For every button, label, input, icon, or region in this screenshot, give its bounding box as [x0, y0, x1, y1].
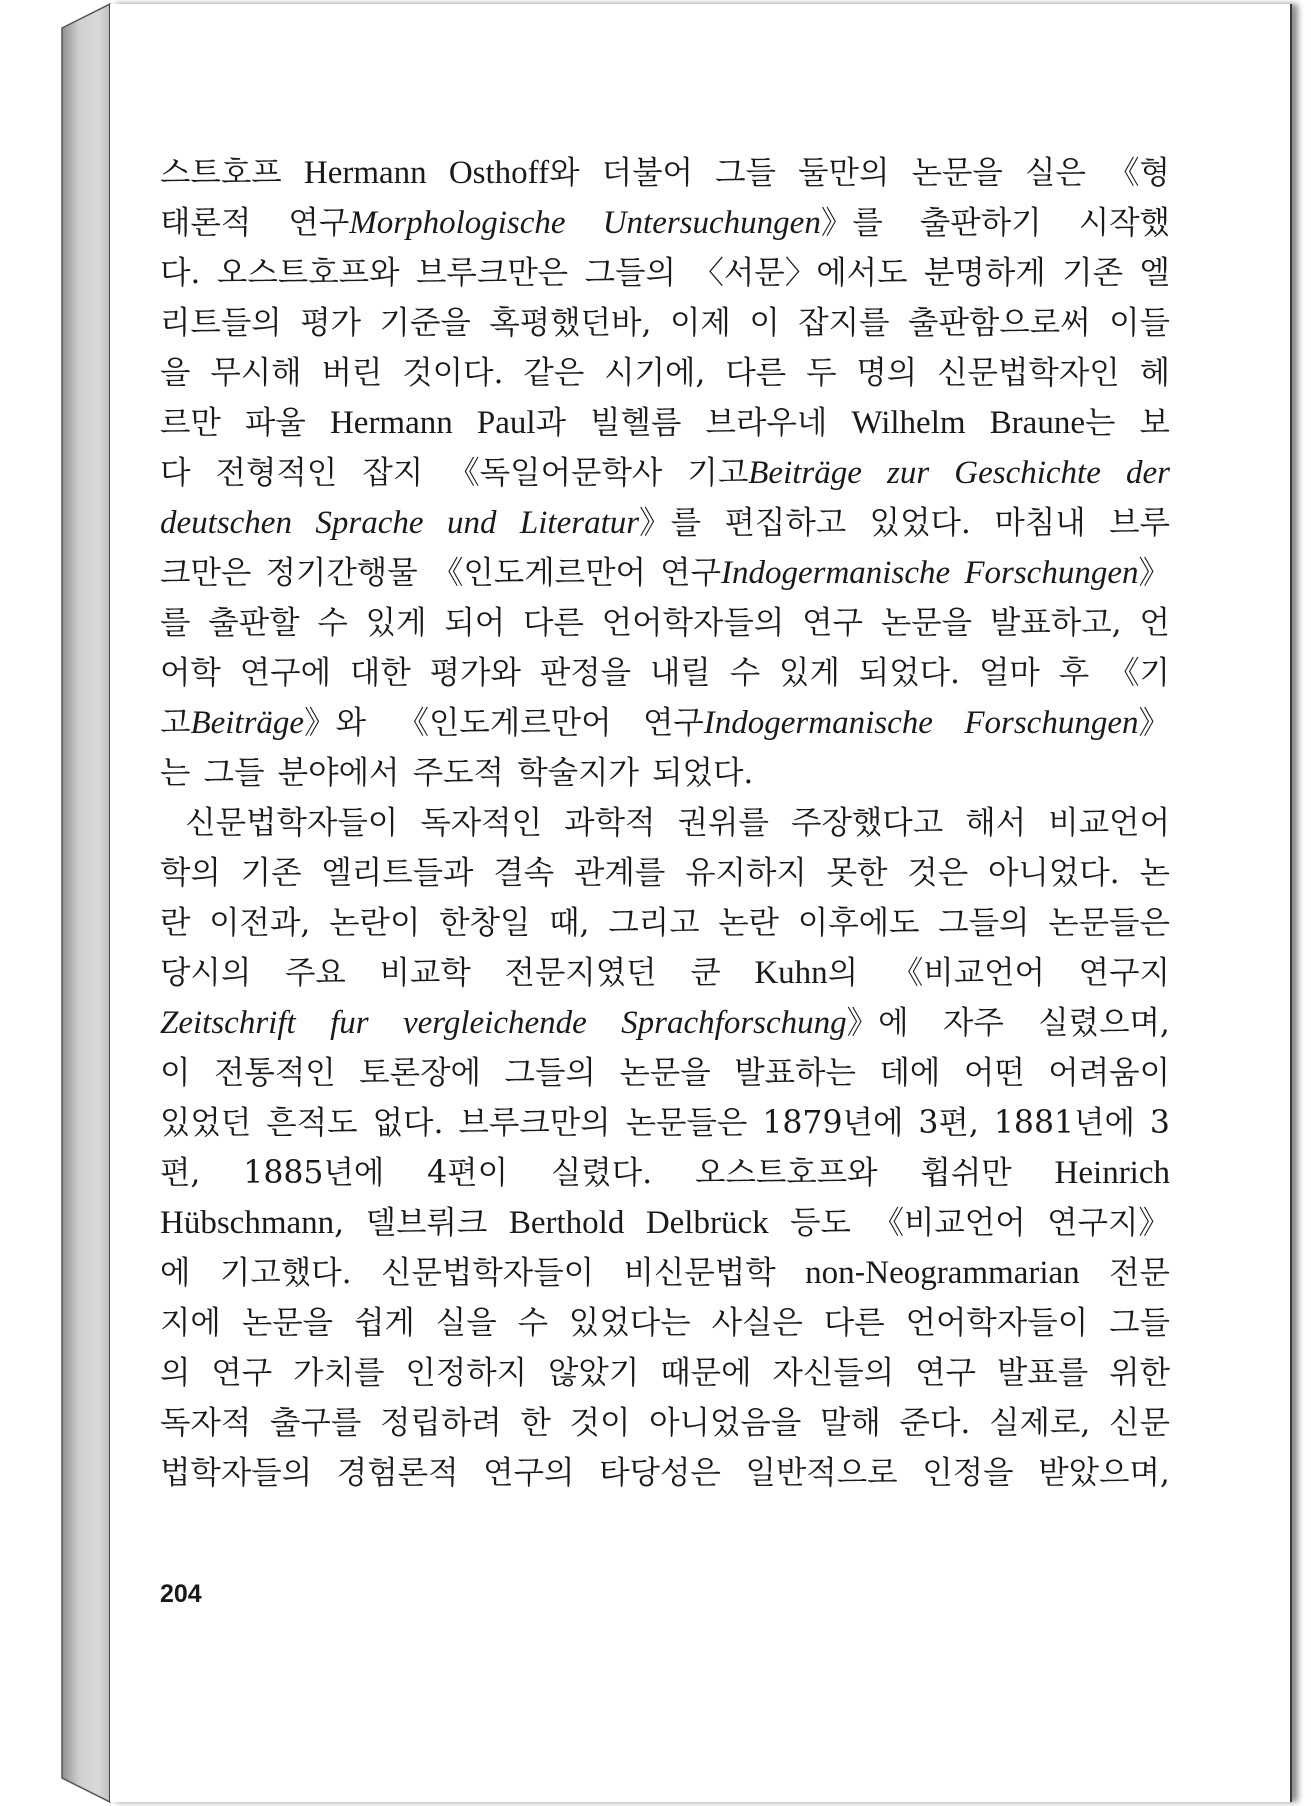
word: 파울	[244, 405, 306, 441]
word: vergleichende	[402, 1005, 587, 1041]
word: Kuhn의	[754, 955, 859, 991]
word: 있게	[779, 655, 840, 691]
text-line	[160, 998, 1170, 1048]
word: 지에	[160, 1305, 221, 1341]
word: 《독일어문학사	[448, 455, 663, 491]
word: 을	[160, 355, 191, 391]
word: 《기	[1108, 655, 1170, 691]
word: 경험론적	[336, 1455, 459, 1491]
word: 리트들의	[160, 305, 282, 341]
text-line	[160, 498, 1170, 548]
word: 타당성은	[599, 1455, 721, 1491]
word: Braune는	[989, 405, 1116, 441]
word: 연구	[915, 1355, 976, 1391]
word: 다른	[725, 355, 787, 391]
word: 쉽게	[354, 1305, 415, 1341]
word: 수	[517, 1305, 548, 1341]
word: 편집하고	[724, 505, 847, 541]
word: 이	[749, 305, 780, 341]
word: 더불어	[601, 155, 693, 191]
word: 판정을	[539, 655, 632, 691]
word: 해서	[965, 805, 1027, 841]
word: 대한	[349, 655, 411, 691]
text-line	[160, 548, 1170, 598]
word: 유지하지	[685, 855, 807, 891]
word: 신문법학자인	[937, 355, 1120, 391]
text-line	[160, 948, 1170, 998]
text-line	[160, 748, 1170, 798]
word: 어려움이	[1048, 1055, 1170, 1091]
word: 명의	[856, 355, 918, 391]
word: 비교학	[379, 955, 471, 991]
word: 에	[160, 1255, 191, 1291]
text-line	[160, 298, 1170, 348]
word: 크만은	[160, 555, 252, 591]
word: 의	[160, 1355, 191, 1391]
word: 기존	[240, 855, 302, 891]
word: Sprachforschung》에	[621, 1005, 909, 1041]
word: 신문법학자들이	[381, 1255, 595, 1291]
word: 되었다.	[858, 655, 961, 691]
word: 연구지》	[1047, 1205, 1170, 1241]
word: 받았으며,	[1038, 1455, 1170, 1491]
word: non-Neogrammarian	[805, 1255, 1080, 1291]
word: 그들의	[938, 905, 1030, 941]
word: 내릴	[649, 655, 711, 691]
word: 관계를	[573, 855, 666, 891]
page-number: 204	[160, 1580, 202, 1608]
word: 말해	[819, 1405, 881, 1441]
word: 엘리트들과	[321, 855, 474, 891]
word: Literatur》를	[519, 505, 702, 541]
text-line	[160, 448, 1170, 498]
text-line	[160, 198, 1170, 248]
word: 이전과,	[209, 905, 311, 941]
word: 이제	[669, 305, 731, 341]
word: 마침내	[994, 505, 1086, 541]
word: 같은	[523, 355, 585, 391]
word: 전형적인	[215, 455, 338, 491]
word: Paul과	[476, 405, 566, 441]
word: 헤	[1139, 355, 1170, 391]
text-line	[160, 1198, 1170, 1248]
word: 학의	[160, 855, 221, 891]
word: 정립하려	[380, 1405, 502, 1441]
word: 《인도게르만어	[397, 705, 612, 741]
word: 어떤	[963, 1055, 1025, 1091]
word: 두	[806, 355, 837, 391]
word: 3	[1149, 1105, 1170, 1141]
word: 브라우네	[705, 405, 828, 441]
word: 란	[160, 905, 191, 941]
word: 혹평했던바,	[489, 305, 652, 341]
word: 평가와	[429, 655, 521, 691]
text-line	[160, 398, 1170, 448]
word: 비신문법학	[623, 1255, 776, 1291]
word: 시작했	[1078, 205, 1170, 241]
word: 이후에도	[797, 905, 920, 941]
word: 출판함으로써	[908, 305, 1091, 341]
word: 학술지가	[517, 755, 639, 791]
word: 다른	[523, 605, 584, 641]
word: 전문지였던	[504, 955, 657, 991]
word: 사실은	[711, 1305, 803, 1341]
word: 다른	[823, 1305, 885, 1341]
word: 언어학자들이	[905, 1305, 1089, 1341]
word: 무시해	[210, 355, 302, 391]
word: 언	[1139, 605, 1170, 641]
word: 버린	[321, 355, 383, 391]
word: 휩쉬만	[920, 1155, 1012, 1191]
text-line	[160, 698, 1170, 748]
word: 1881년에	[993, 1105, 1135, 1141]
word: 정기간행물	[265, 555, 418, 591]
word: 것은	[907, 855, 969, 891]
word: 일반적으로	[745, 1455, 898, 1491]
text-line	[160, 348, 1170, 398]
word: 발표하는	[734, 1055, 856, 1091]
word: Forschungen》	[964, 705, 1170, 741]
body-text	[160, 148, 1170, 1498]
word: 보	[1139, 405, 1170, 441]
word: 당시의	[160, 955, 252, 991]
word: 독자적	[160, 1405, 252, 1441]
word: 기존	[1062, 255, 1124, 291]
word: 준다.	[899, 1405, 971, 1441]
word: 이	[160, 1055, 191, 1091]
word: 비교언어	[1048, 805, 1170, 841]
text-line	[160, 1248, 1170, 1298]
text-line	[160, 798, 1170, 848]
word: 실렸으며,	[1038, 1005, 1170, 1041]
word: 논	[1139, 855, 1170, 891]
word: 출판할	[208, 605, 300, 641]
word: 전문	[1109, 1255, 1170, 1291]
text-line	[160, 848, 1170, 898]
word: 연구Indogermanische	[660, 555, 951, 591]
word: 흔적도	[266, 1105, 358, 1141]
word: 4편이	[427, 1155, 509, 1191]
word: 연구지	[1078, 955, 1170, 991]
word: 《비교언어	[872, 1205, 1026, 1241]
word: 그리고	[608, 905, 700, 941]
text-line	[160, 1348, 1170, 1398]
text-line	[160, 148, 1170, 198]
word: 위한	[1109, 1355, 1170, 1391]
book-spine-shape	[0, 0, 112, 1806]
word: 기준을	[379, 305, 471, 341]
word: Forschungen》	[964, 555, 1170, 591]
word: 주요	[284, 955, 346, 991]
word: 를	[160, 605, 191, 641]
word: 과학적	[564, 805, 656, 841]
word: 신문법학자들이	[185, 805, 399, 841]
word: 편,	[160, 1155, 201, 1191]
word: 오스트호프와	[695, 1155, 878, 1191]
word: 실제로,	[989, 1405, 1091, 1441]
word: 후	[1058, 655, 1090, 691]
word: 연구Indogermanische	[642, 705, 933, 741]
word: 그들	[203, 755, 265, 791]
word: 브루	[1109, 505, 1170, 541]
word: 인정하지	[405, 1355, 528, 1391]
word: 있었다는	[568, 1305, 691, 1341]
word: 《비교언어	[891, 955, 1045, 991]
word: 신문	[1109, 1405, 1170, 1441]
word: 논문들은	[1048, 905, 1170, 941]
word: 기고Beiträge	[687, 455, 862, 491]
word: 논란이	[329, 905, 421, 941]
text-line	[160, 1298, 1170, 1348]
word: 연구의	[483, 1455, 575, 1491]
word: 발표하고,	[989, 605, 1122, 641]
word: 스트호프	[160, 155, 282, 191]
word: 때,	[549, 905, 590, 941]
word: 연구	[802, 605, 863, 641]
word: der	[1125, 455, 1170, 491]
word: 않았기	[548, 1355, 640, 1391]
word: 수	[729, 655, 761, 691]
word: 되었다.	[652, 755, 754, 791]
word: 브루크만의	[458, 1105, 611, 1141]
word: 권위를	[677, 805, 769, 841]
word: 아니었음을	[649, 1405, 802, 1441]
word: 것이다.	[402, 355, 504, 391]
word: 발표를	[996, 1355, 1089, 1391]
word: 빌헬름	[590, 405, 682, 441]
word: 주장했다고	[791, 805, 944, 841]
word: 있었다.	[869, 505, 971, 541]
word: 논문을	[619, 1055, 711, 1091]
word: 주도적	[412, 755, 504, 791]
text-line	[160, 648, 1170, 698]
word: 가치를	[293, 1355, 385, 1391]
word: 《인도게르만어	[431, 555, 646, 591]
text-line	[160, 1048, 1170, 1098]
word: 엘	[1139, 255, 1170, 291]
text-line	[160, 248, 1170, 298]
word: 델브뤼크	[365, 1205, 488, 1241]
word: 오스트호프와	[216, 255, 400, 291]
word: fur	[330, 1005, 369, 1041]
word: 언어학자들의	[601, 605, 785, 641]
word: Delbrück	[645, 1205, 769, 1241]
word: 아니었다.	[987, 855, 1120, 891]
word: 《형	[1108, 155, 1170, 191]
word: 한창일	[439, 905, 531, 941]
word: 등도	[790, 1205, 851, 1241]
word: 못한	[826, 855, 888, 891]
word: Hübschmann,	[160, 1205, 345, 1241]
word: 그들	[1109, 1305, 1170, 1341]
word: 어학	[160, 655, 221, 691]
word: 기고했다.	[219, 1255, 352, 1291]
word: 평가	[300, 305, 362, 341]
word: 그들의	[584, 255, 676, 291]
word: 논문들은	[625, 1105, 748, 1141]
word: Geschichte	[954, 455, 1101, 491]
word: und	[446, 505, 497, 541]
word: deutschen	[160, 505, 292, 541]
word: Wilhelm	[851, 405, 966, 441]
word: 〈서문〉에서도	[692, 255, 908, 291]
word: 논문을	[911, 155, 1003, 191]
word: Osthoff와	[448, 155, 580, 191]
text-line	[160, 598, 1170, 648]
word: 출구를	[270, 1405, 362, 1441]
word: 논란	[718, 905, 780, 941]
word: 있었던	[160, 1105, 252, 1141]
word: 다	[160, 455, 191, 491]
word: 태론적	[160, 205, 252, 241]
word: 독자적인	[420, 805, 543, 841]
word: 실을	[435, 1305, 497, 1341]
word: Untersuchungen》를	[602, 205, 883, 241]
word: 고Beiträge》와	[160, 705, 367, 741]
word: Hermann	[329, 405, 453, 441]
word: 잡지	[362, 455, 424, 491]
word: Zeitschrift	[160, 1005, 296, 1041]
word: 3편,	[918, 1105, 979, 1141]
word: 분야에서	[277, 755, 400, 791]
word: 법학자들의	[160, 1455, 313, 1491]
word: 자신들의	[772, 1355, 895, 1391]
word: 없다.	[372, 1105, 444, 1141]
word: 연구Morphologische	[288, 205, 566, 241]
word: Sprache	[315, 505, 424, 541]
word: 연구에	[239, 655, 332, 691]
word: 브루크만은	[415, 255, 569, 291]
text-line	[160, 1448, 1170, 1498]
word: 이들	[1109, 305, 1170, 341]
word: 수	[317, 605, 348, 641]
word: 결속	[493, 855, 555, 891]
text-line	[160, 1098, 1170, 1148]
text-line	[160, 898, 1170, 948]
word: 르만	[160, 405, 221, 441]
word: 전통적인	[213, 1055, 336, 1091]
word: 데에	[879, 1055, 941, 1091]
word: 는	[160, 755, 191, 791]
word: 그들	[715, 155, 776, 191]
word: 한	[520, 1405, 551, 1441]
word: 얼마	[978, 655, 1040, 691]
word: 연구	[211, 1355, 273, 1391]
word: 되어	[444, 605, 506, 641]
text-line	[160, 1148, 1170, 1198]
word: 그들의	[504, 1055, 596, 1091]
word: 논문을	[241, 1305, 334, 1341]
word: 실은	[1025, 155, 1086, 191]
word: Heinrich	[1054, 1155, 1170, 1191]
word: 잡지를	[798, 305, 890, 341]
word: 토론장에	[359, 1055, 481, 1091]
word: 자주	[942, 1005, 1004, 1041]
word: 있게	[365, 605, 427, 641]
word: 1885년에	[243, 1155, 385, 1191]
word: 다.	[160, 255, 201, 291]
word: Hermann	[303, 155, 427, 191]
word: 논문을	[880, 605, 973, 641]
word: 분명하게	[923, 255, 1046, 291]
word: 1879년에	[762, 1105, 904, 1141]
word: 둘만의	[798, 155, 890, 191]
word: 것이	[569, 1405, 631, 1441]
text-line	[160, 1398, 1170, 1448]
word: 실렸다.	[550, 1155, 653, 1191]
word: Berthold	[508, 1205, 625, 1241]
word: 출판하기	[919, 205, 1042, 241]
word: 쿤	[690, 955, 721, 991]
word: zur	[886, 455, 930, 491]
word: 시기에,	[604, 355, 706, 391]
word: 인정을	[922, 1455, 1014, 1491]
word: 때문에	[660, 1355, 752, 1391]
